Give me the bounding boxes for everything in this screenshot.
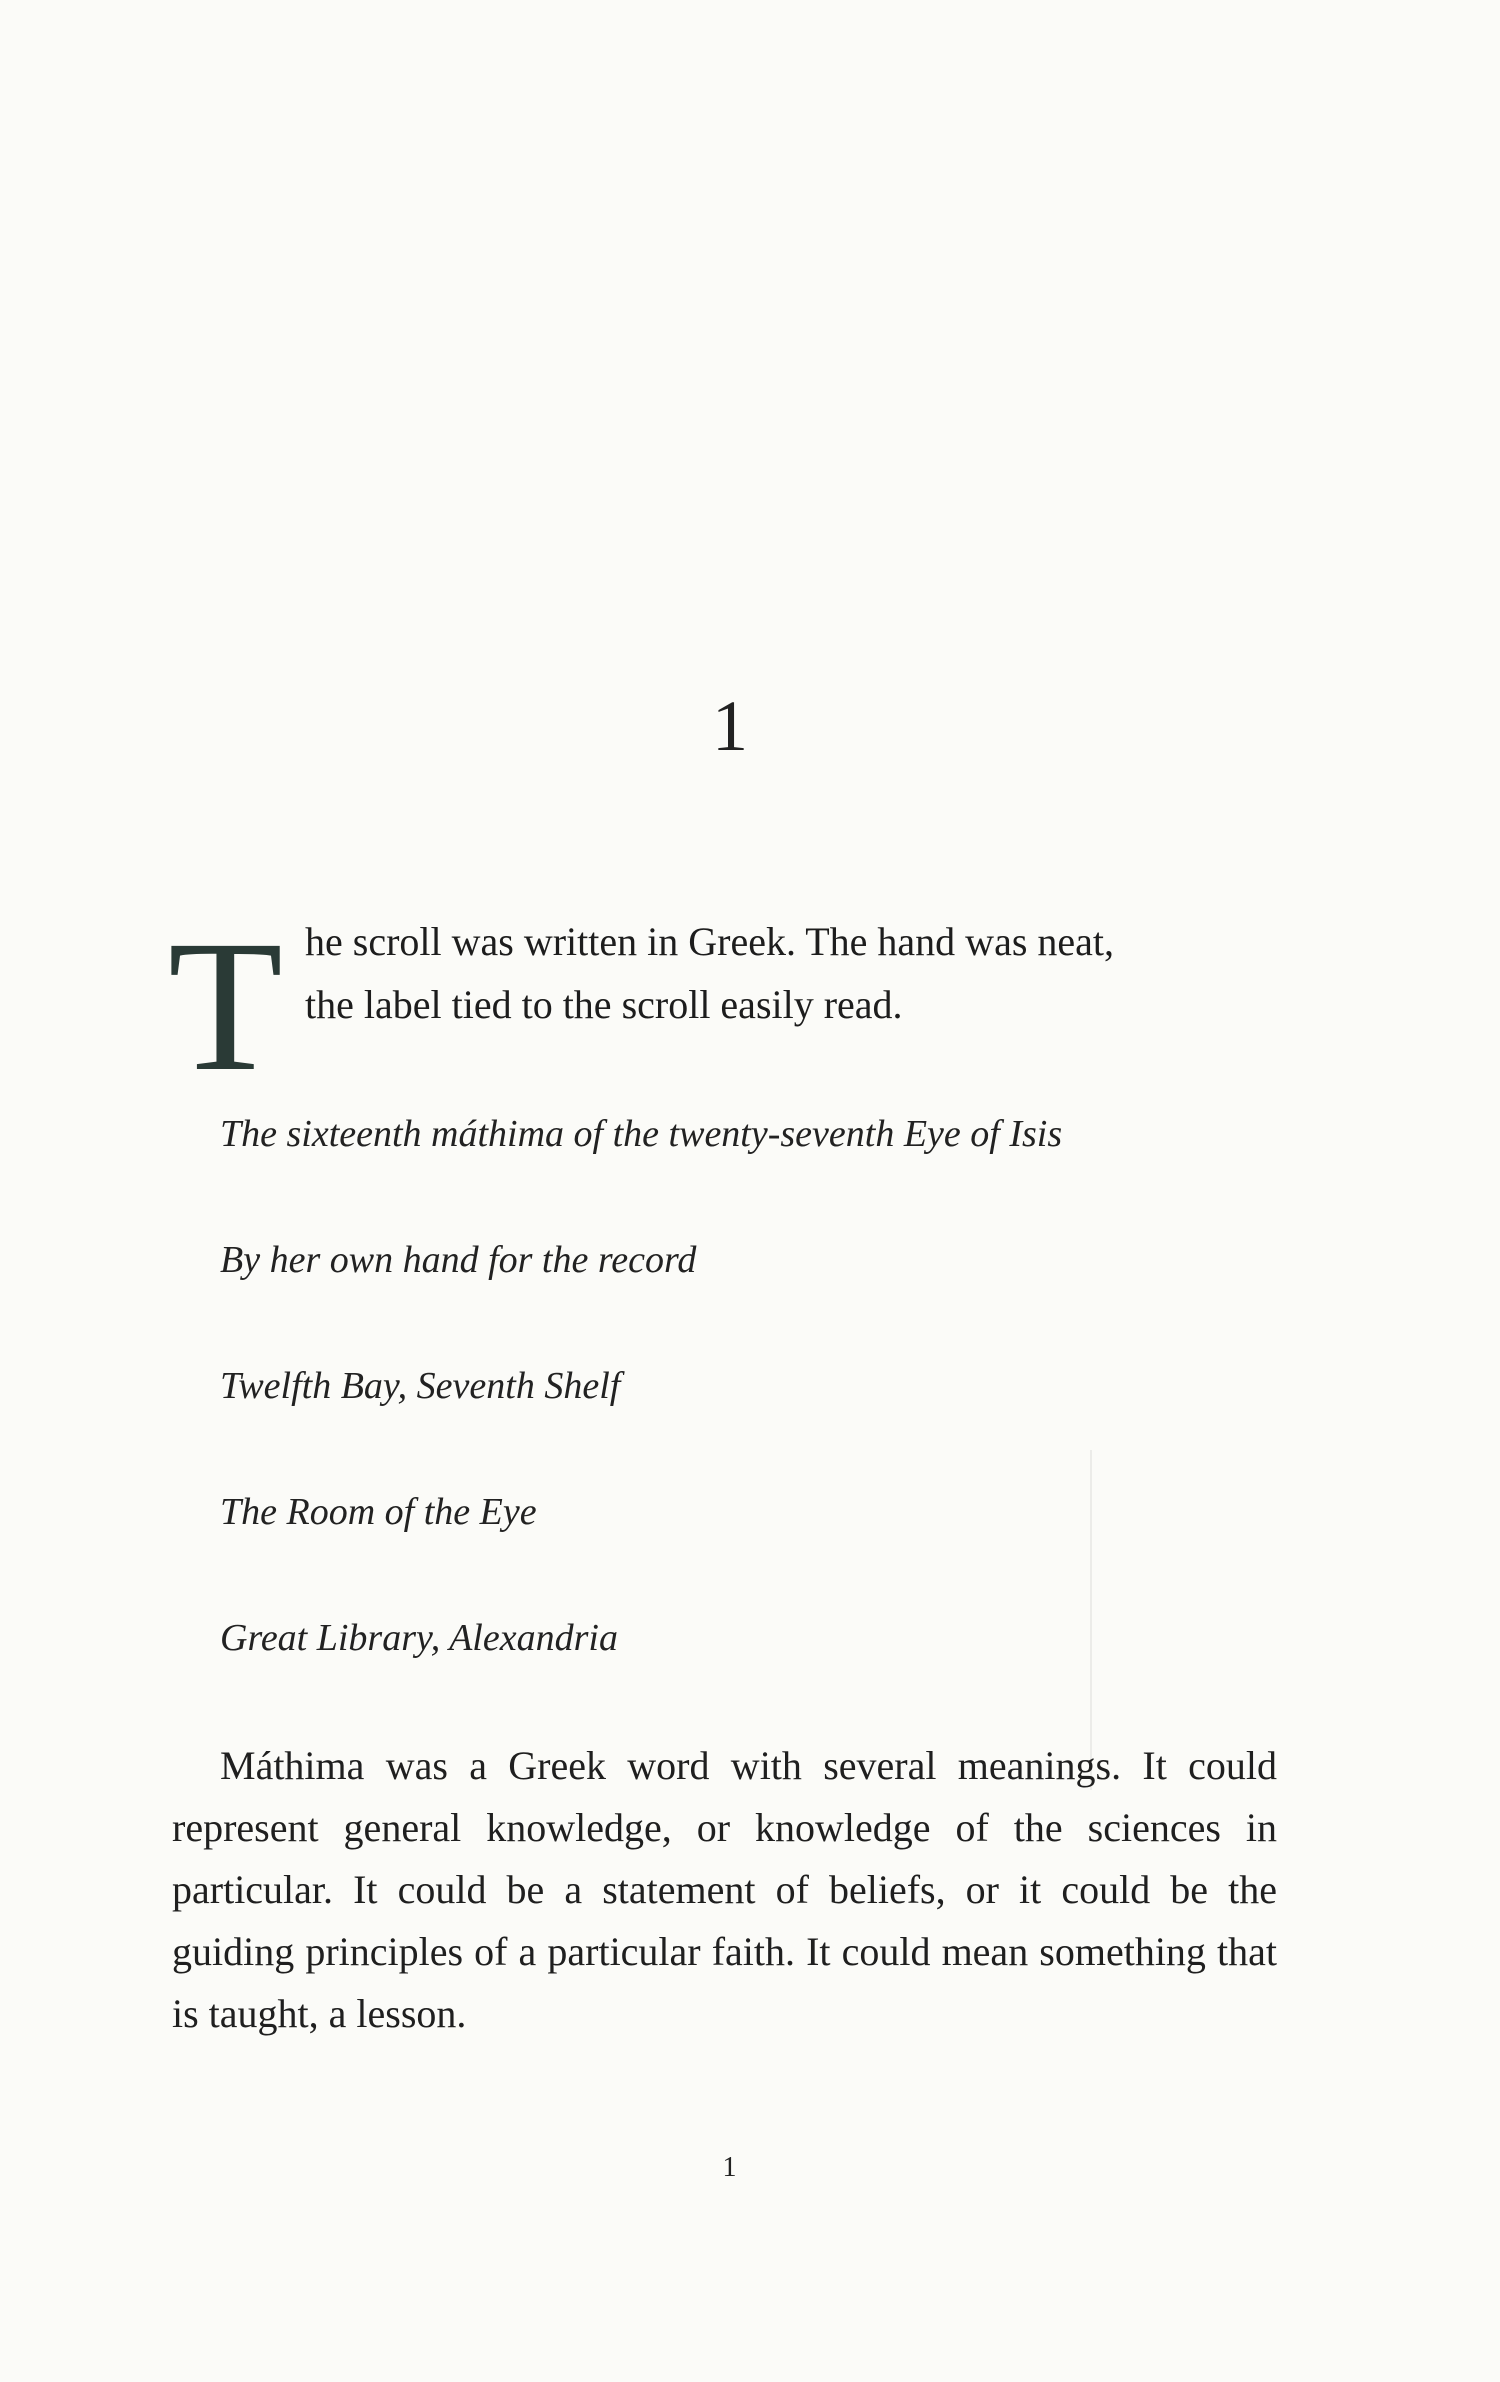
opening-line-1: he scroll was written in Greek. The hand was neat,	[305, 919, 1115, 964]
scroll-label-line: Great Library, Alexandria	[220, 1617, 618, 1659]
scroll-label-line: Twelfth Bay, Seventh Shelf	[220, 1365, 621, 1407]
opening-line-2: the label tied to the scroll easily read.	[305, 982, 903, 1027]
scroll-label-line: The sixteenth máthima of the twenty-seventh Eye of Isis	[220, 1113, 1063, 1155]
scroll-label-line: By her own hand for the record	[220, 1239, 697, 1281]
page-number: 1	[722, 2152, 738, 2183]
drop-cap: T	[168, 901, 283, 1110]
chapter-number: 1	[712, 686, 748, 766]
body-paragraph: Máthima was a Greek word with several meanings. It could represent general knowledge, or knowledge of the sciences in particular. It could be a statement of beliefs, or it could be the guiding principles of a particular faith. It could mean something that is taught, a lesson.	[172, 1743, 1277, 2036]
scroll-label-line: The Room of the Eye	[220, 1491, 537, 1533]
